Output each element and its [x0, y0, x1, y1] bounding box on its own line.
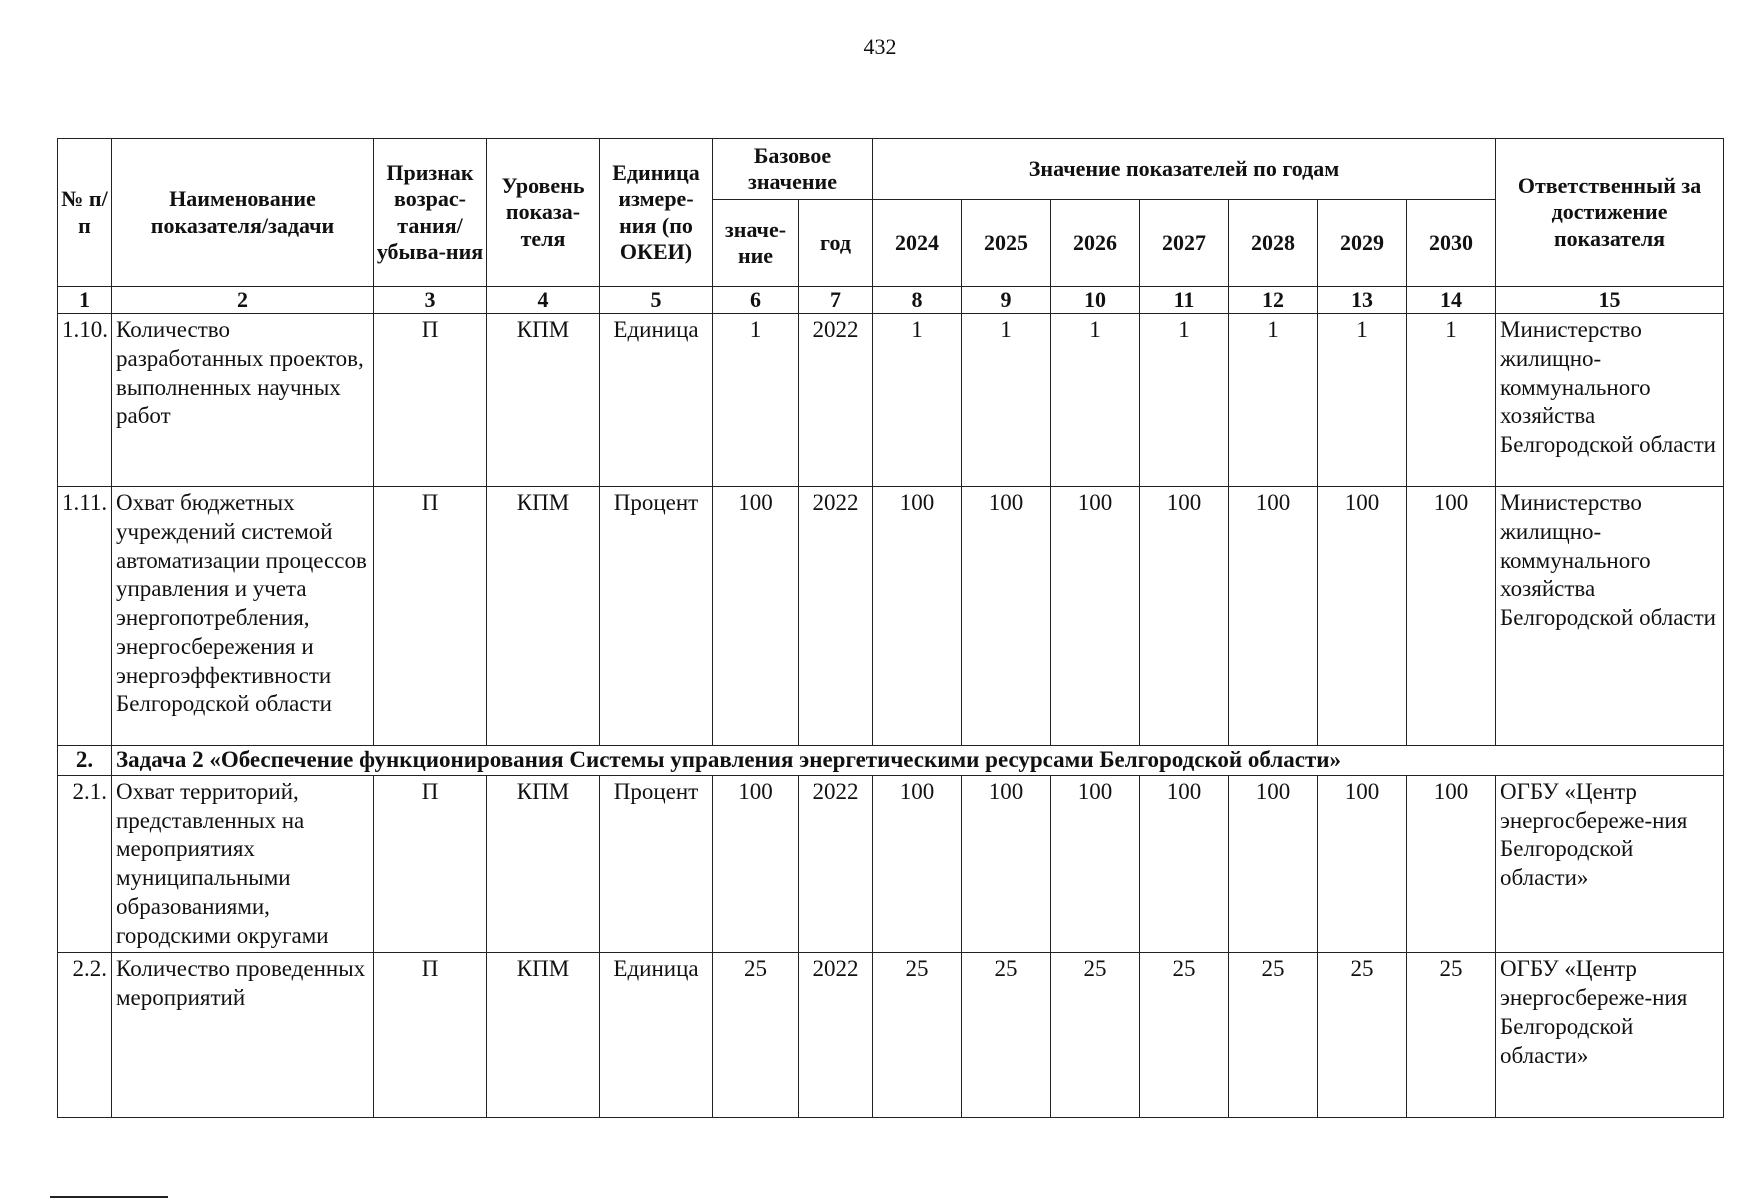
- header-responsible: Ответственный за достижение показателя: [1496, 139, 1724, 287]
- table-row: [58, 487, 1724, 746]
- column-number: 13: [1318, 287, 1407, 314]
- row-value-2026: 100: [1051, 775, 1140, 953]
- indicators-table: [57, 138, 1724, 1118]
- row-base-value: 100: [713, 775, 799, 953]
- row-unit: Процент: [600, 487, 713, 746]
- header-years-group: Значение показателей по годам: [873, 139, 1496, 200]
- footer-divider: [50, 1196, 168, 1198]
- row-value-2029: 1: [1318, 314, 1407, 487]
- column-number: 8: [873, 287, 962, 314]
- header-year: 2029: [1318, 200, 1407, 287]
- header-year: 2025: [962, 200, 1051, 287]
- column-number: 15: [1496, 287, 1724, 314]
- column-number: 3: [374, 287, 487, 314]
- row-value-2026: 25: [1051, 953, 1140, 1118]
- row-value-2026: 1: [1051, 314, 1140, 487]
- column-number: 2: [112, 287, 374, 314]
- row-num: 1.11.: [58, 487, 112, 746]
- row-value-2027: 1: [1140, 314, 1229, 487]
- row-base-value: 25: [713, 953, 799, 1118]
- row-unit: Процент: [600, 775, 713, 953]
- column-number: 5: [600, 287, 713, 314]
- row-unit: Единица: [600, 953, 713, 1118]
- row-value-2030: 25: [1407, 953, 1496, 1118]
- row-responsible: ОГБУ «Центр энергосбереже-ния Белгородской области»: [1496, 953, 1724, 1118]
- row-level: КПМ: [487, 487, 600, 746]
- column-number: 14: [1407, 287, 1496, 314]
- row-num: 2.2.: [58, 953, 112, 1118]
- row-name: Охват территорий, представленных на мероприятиях муниципальными образованиями, городскими округами: [112, 775, 374, 953]
- row-responsible: Министерство жилищно-коммунального хозяйства Белгородской области: [1496, 314, 1724, 487]
- column-number: 11: [1140, 287, 1229, 314]
- column-number: 10: [1051, 287, 1140, 314]
- row-value-2030: 100: [1407, 487, 1496, 746]
- row-level: КПМ: [487, 314, 600, 487]
- header-level: Уровень показа-теля: [487, 139, 600, 287]
- row-value-2024: 100: [873, 775, 962, 953]
- row-responsible: ОГБУ «Центр энергосбереже-ния Белгородской области»: [1496, 775, 1724, 953]
- row-value-2029: 100: [1318, 775, 1407, 953]
- column-number: 6: [713, 287, 799, 314]
- header-base-value: значе-ние: [713, 200, 799, 287]
- row-base-year: 2022: [799, 487, 873, 746]
- column-number: 1: [58, 287, 112, 314]
- row-value-2028: 1: [1229, 314, 1318, 487]
- header-num: № п/п: [58, 139, 112, 287]
- column-number-row: [58, 287, 1724, 314]
- header-base: Базовое значение: [713, 139, 873, 200]
- row-sign: П: [374, 487, 487, 746]
- row-base-value: 100: [713, 487, 799, 746]
- row-value-2024: 1: [873, 314, 962, 487]
- row-responsible: Министерство жилищно-коммунального хозяйства Белгородской области: [1496, 487, 1724, 746]
- header-year: 2026: [1051, 200, 1140, 287]
- row-unit: Единица: [600, 314, 713, 487]
- row-value-2028: 25: [1229, 953, 1318, 1118]
- table-row: [58, 953, 1724, 1118]
- row-value-2029: 25: [1318, 953, 1407, 1118]
- row-sign: П: [374, 314, 487, 487]
- task-row: [58, 746, 1724, 776]
- row-value-2028: 100: [1229, 487, 1318, 746]
- header-sign: Признак возрас-тания/ убыва-ния: [374, 139, 487, 287]
- row-level: КПМ: [487, 953, 600, 1118]
- row-base-year: 2022: [799, 775, 873, 953]
- table-row: [58, 775, 1724, 953]
- column-number: 4: [487, 287, 600, 314]
- task-num: 2.: [58, 746, 112, 776]
- row-value-2030: 1: [1407, 314, 1496, 487]
- row-value-2030: 100: [1407, 775, 1496, 953]
- row-value-2028: 100: [1229, 775, 1318, 953]
- row-value-2025: 1: [962, 314, 1051, 487]
- header-year: 2028: [1229, 200, 1318, 287]
- task-title: Задача 2 «Обеспечение функционирования Системы управления энергетическими ресурсами Белгородской области»: [112, 746, 1724, 776]
- row-num: 2.1.: [58, 775, 112, 953]
- header-year: 2030: [1407, 200, 1496, 287]
- row-base-value: 1: [713, 314, 799, 487]
- column-number: 12: [1229, 287, 1318, 314]
- row-base-year: 2022: [799, 953, 873, 1118]
- row-name: Охват бюджетных учреждений системой автоматизации процессов управления и учета энергопотребления, энергосбережения и энергоэффективности Белгородской области: [112, 487, 374, 746]
- row-base-year: 2022: [799, 314, 873, 487]
- row-value-2027: 100: [1140, 487, 1229, 746]
- row-value-2027: 25: [1140, 953, 1229, 1118]
- row-sign: П: [374, 953, 487, 1118]
- row-num: 1.10.: [58, 314, 112, 487]
- row-value-2026: 100: [1051, 487, 1140, 746]
- header-base-year: год: [799, 200, 873, 287]
- row-value-2029: 100: [1318, 487, 1407, 746]
- row-name: Количество проведенных мероприятий: [112, 953, 374, 1118]
- header-name: Наименование показателя/задачи: [112, 139, 374, 287]
- row-name: Количество разработанных проектов, выполненных научных работ: [112, 314, 374, 487]
- column-number: 9: [962, 287, 1051, 314]
- row-value-2024: 100: [873, 487, 962, 746]
- header-row-top: [58, 139, 1724, 200]
- page-number: 432: [863, 34, 897, 59]
- header-year: 2027: [1140, 200, 1229, 287]
- row-value-2025: 100: [962, 775, 1051, 953]
- row-value-2025: 100: [962, 487, 1051, 746]
- row-value-2024: 25: [873, 953, 962, 1118]
- row-sign: П: [374, 775, 487, 953]
- row-value-2025: 25: [962, 953, 1051, 1118]
- row-level: КПМ: [487, 775, 600, 953]
- row-value-2027: 100: [1140, 775, 1229, 953]
- column-number: 7: [799, 287, 873, 314]
- table-row: [58, 314, 1724, 487]
- header-year: 2024: [873, 200, 962, 287]
- indicators-table-wrapper: [57, 138, 1716, 1118]
- header-unit: Единица измере-ния (по ОКЕИ): [600, 139, 713, 287]
